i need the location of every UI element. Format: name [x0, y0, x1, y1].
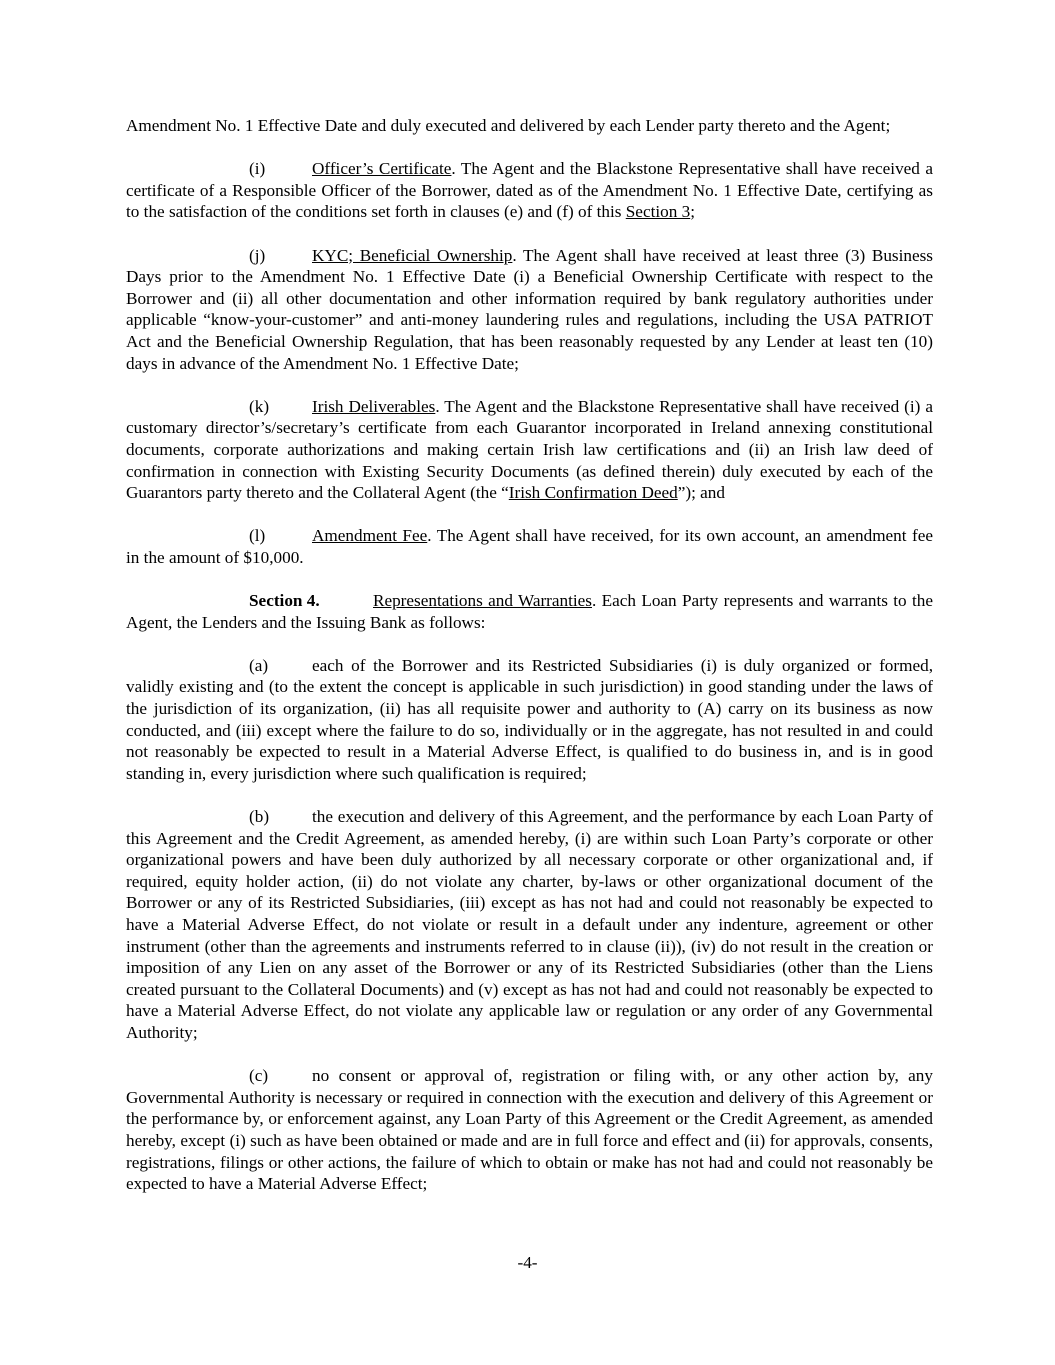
- clause-label: (c): [249, 1066, 269, 1086]
- defined-term: Irish Confirmation Deed: [508, 483, 678, 503]
- paragraph-k-irish-deliverables: (k) Irish Deliverables. The Agent and the Blackstone Representative shall have received (i) a customary director’s/secretary’s certificate from each Guarantor incorporated in Ireland annexing constitutional documents, corporate authorizations and making certain Irish law certifications and (ii) an Irish law deed of confirmation in connection with Existing Security Documents (as defined therein) duly executed by each of the Guarantors party thereto and the Collateral Agent (the “Irish Confirmation Deed”); and: [126, 396, 934, 503]
- paragraph-a: (a) each of the Borrower and its Restricted Subsidiaries (i) is duly organized or formed, validly existing and (to the extent the concept is applicable in such jurisdiction) in good standing under the laws of the jurisdiction of its organization, (ii) has all requisite power and authority to (A) carry on its business as now conducted, and (iii) except where the failure to do so, individually or in the aggregate, has not resulted in and could not reasonably be expected to result in a Material Adverse Effect, is qualified to do business in, and is in good standing in, every jurisdiction where such qualification is required;: [126, 655, 933, 783]
- clause-label: (j): [249, 245, 266, 265]
- paragraph-l-amendment-fee: (l) Amendment Fee. The Agent shall have received, for its own account, an amendment fee in the amount of $10,000.: [126, 526, 934, 567]
- paragraph-b: (b) the execution and delivery of this Agreement, and the performance by each Loan Party of this Agreement and the Credit Agreement, as amended hereby, (i) are within such Loan Party’s corporate or other organizational powers and have been duly authorized by all necessary corporate or other organizational and, if required, equity holder action, (ii) do not violate any charter, by-laws or other organizational document of the Borrower or any of its Restricted Subsidiaries, (iii) except as has not had and could not reasonably be expected to have a Material Adverse Effect, do not violate or result in a default under any indenture, agreement or other instrument (other than the agreements and instruments referred to in clause (ii)), (iv) do not result in the creation or imposition of any Lien on any asset of the Borrower or any of its Restricted Subsidiaries (other than the Liens created pursuant to the Collateral Documents) and (v) except as has not had and could not reasonably be expected to have a Material Adverse Effect, do not violate any applicable law or regulation or any order of any Governmental Authority;: [126, 807, 933, 1042]
- clause-label: (i): [249, 159, 266, 179]
- clause-label: (l): [249, 526, 266, 546]
- document-body: [126, 115, 933, 1216]
- clause-heading: Amendment Fee: [312, 526, 428, 546]
- paragraph-i-officers-certificate: (i) Officer’s Certificate. The Agent and the Blackstone Representative shall have received a certificate of a Responsible Officer of the Borrower, dated as of the Amendment No. 1 Effective Date, certifying as to the satisfaction of the conditions set forth in clauses (e) and (f) of this Section 3;: [126, 159, 934, 222]
- clause-heading: Officer’s Certificate: [312, 159, 452, 179]
- clause-heading: KYC; Beneficial Ownership: [312, 245, 513, 265]
- section-reference: Section 3: [625, 202, 691, 222]
- clause-label: (a): [249, 655, 269, 675]
- section-heading: Representations and Warranties: [373, 591, 592, 611]
- page-number: -4-: [517, 1253, 538, 1272]
- section-4-heading-paragraph: Section 4. Representations and Warranties. Each Loan Party represents and warrants to the Agent, the Lenders and the Issuing Bank as follows:: [126, 591, 933, 632]
- clause-label: (k): [249, 396, 270, 416]
- paragraph-continuation: Amendment No. 1 Effective Date and duly executed and delivered by each Lender party thereto and the Agent;: [126, 116, 891, 135]
- section-number: Section 4.: [249, 591, 320, 611]
- paragraph-c: (c) no consent or approval of, registration or filing with, or any other action by, any Governmental Authority is necessary or required in connection with the execution and delivery of this Agreement or the performance by, or enforcement against, any Loan Party of this Agreement or the Credit Agreement, as amended hereby, except (i) such as have been obtained or made and are in full force and effect and (ii) for approvals, consents, registrations, filings or other actions, the failure of which to obtain or make has not had and could not reasonably be expected to have a Material Adverse Effect;: [126, 1066, 933, 1194]
- clause-label: (b): [249, 807, 270, 826]
- clause-heading: Irish Deliverables: [312, 396, 436, 416]
- paragraph-j-kyc: (j) KYC; Beneficial Ownership. The Agent shall have received at least three (3) Business Days prior to the Amendment No. 1 Effective Date (i) a Beneficial Ownership Certificate with respect to the Borrower and (ii) all other documentation and other information required by bank regulatory authorities under applicable “know-your-customer” and anti-money laundering rules and regulations, including the USA PATRIOT Act and the Beneficial Ownership Regulation, that has been reasonably requested by any Lender at least ten (10) days in advance of the Amendment No. 1 Effective Date;: [126, 245, 933, 373]
